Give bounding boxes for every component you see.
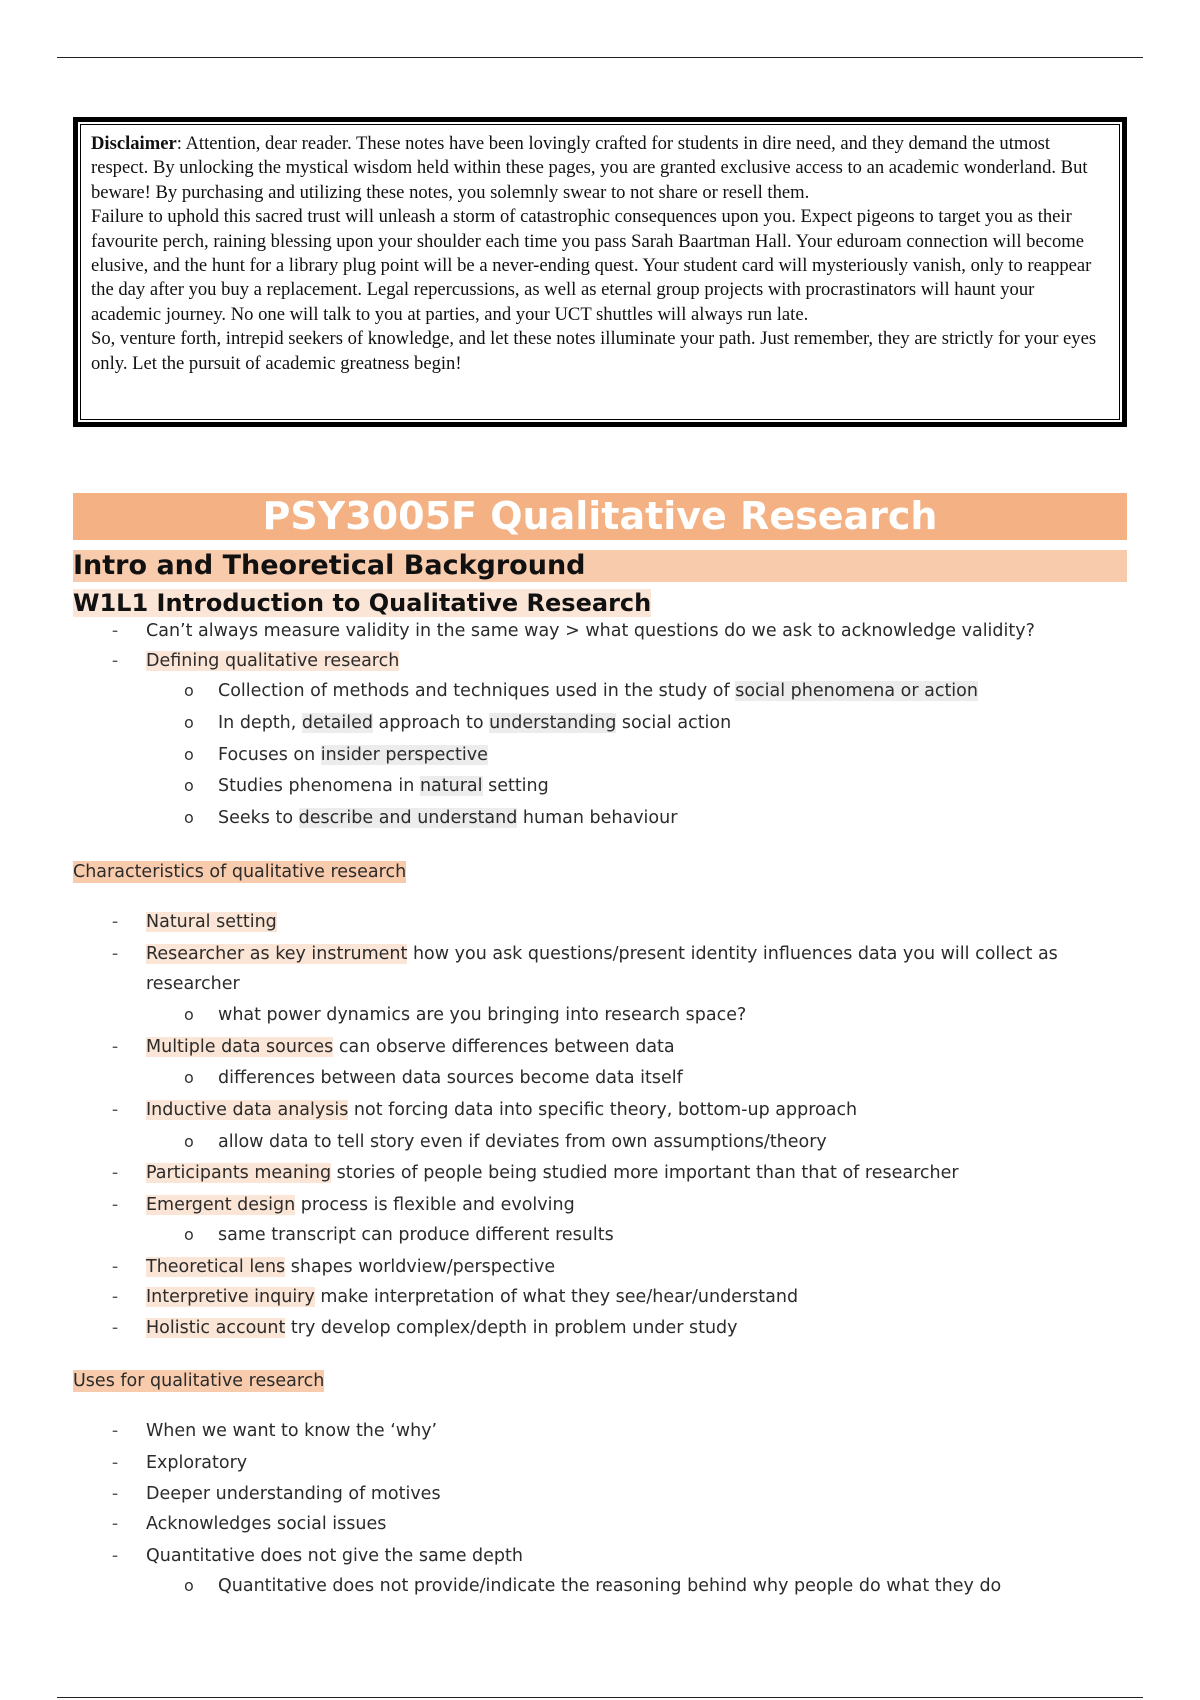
list-item-text: Exploratory <box>146 1453 248 1473</box>
list-item <box>111 910 277 934</box>
list-item <box>111 619 1035 643</box>
text: process is flexible and evolving <box>295 1195 575 1215</box>
list-item <box>111 1544 523 1568</box>
list-item <box>111 1161 959 1185</box>
bullet-dash: - <box>111 621 119 641</box>
list-item <box>111 649 400 673</box>
bullet-circle: o <box>184 713 194 732</box>
highlight: Holistic account <box>146 1318 286 1338</box>
bullet-dash: - <box>111 1514 119 1534</box>
bullet-dash: - <box>111 1037 119 1057</box>
sub-list-item <box>184 711 732 735</box>
bullet-circle: o <box>184 808 194 827</box>
text: human behaviour <box>517 808 678 828</box>
disclaimer-box <box>73 117 1127 427</box>
lecture-title <box>73 587 651 619</box>
text: social action <box>616 713 732 733</box>
text: Quantitative does not provide/indicate the reasoning behind why people do what they do <box>218 1576 1002 1596</box>
list-item <box>111 1512 387 1536</box>
text: same transcript can produce different results <box>218 1225 614 1245</box>
highlight: detailed <box>301 713 373 733</box>
list-item <box>111 1316 738 1340</box>
highlight: natural <box>419 776 483 796</box>
bullet-dash: - <box>111 1163 119 1183</box>
bullet-circle: o <box>184 1132 194 1151</box>
highlight: social phenomena or action <box>735 681 978 701</box>
text: try develop complex/depth in problem under study <box>285 1318 738 1338</box>
text: how you ask questions/present identity influences data you will collect as <box>407 944 1058 964</box>
bullet-dash: - <box>111 651 119 671</box>
text: differences between data sources become data itself <box>218 1068 683 1088</box>
bullet-dash: - <box>111 944 119 964</box>
header-rule <box>57 57 1143 58</box>
list-item <box>111 1193 575 1217</box>
text: Focuses on <box>218 745 321 765</box>
list-item-text: When we want to know the ‘why’ <box>146 1421 438 1441</box>
bullet-dash: - <box>111 1453 119 1473</box>
sub-list-item <box>184 1066 683 1090</box>
bullet-dash: - <box>111 1318 119 1338</box>
list-item <box>111 1419 438 1443</box>
sub-list-item <box>184 1574 1002 1598</box>
bullet-circle: o <box>184 776 194 795</box>
list-item-text: Can’t always measure validity in the same way > what questions do we ask to acknowledge validity? <box>146 621 1035 641</box>
disclaimer-label: Disclaimer <box>91 133 177 154</box>
bullet-dash: - <box>111 1287 119 1307</box>
text: setting <box>482 776 549 796</box>
text: stories of people being studied more important than that of researcher <box>331 1163 959 1183</box>
bullet-circle: o <box>184 1225 194 1244</box>
bullet-dash: - <box>111 912 119 932</box>
text: what power dynamics are you bringing into research space? <box>218 1005 747 1025</box>
highlight: Theoretical lens <box>146 1257 286 1277</box>
text: Seeks to <box>218 808 299 828</box>
sub-list-item <box>184 1003 747 1027</box>
footer-rule <box>57 1697 1143 1698</box>
bullet-circle: o <box>184 745 194 764</box>
disclaimer-paragraph-1 <box>91 132 1109 205</box>
text: Collection of methods and techniques used in the study of <box>218 681 736 701</box>
list-item <box>111 1098 858 1122</box>
list-item-text: Defining qualitative research <box>146 651 400 671</box>
text: shapes worldview/perspective <box>285 1257 556 1277</box>
highlight: understanding <box>489 713 617 733</box>
characteristics-heading <box>73 859 406 885</box>
sub-list-item <box>184 1130 827 1154</box>
list-item <box>111 942 1058 966</box>
highlight: Participants meaning <box>146 1163 332 1183</box>
disclaimer-para-1-text: : Attention, dear reader. These notes have been lovingly crafted for students in dire need, and they demand the utmost respect. By unlocking the mystical wisdom held within these pages, you are granted exclusive access to an academic wonderland. But beware! By purchasing and utilizing these notes, you solemnly swear to not share or resell them. <box>91 133 1088 203</box>
highlight: Inductive data analysis <box>146 1100 349 1120</box>
list-item <box>111 1255 556 1279</box>
text: not forcing data into specific theory, bottom-up approach <box>348 1100 858 1120</box>
list-item <box>111 1482 441 1506</box>
highlight: Interpretive inquiry <box>146 1287 315 1307</box>
list-item <box>111 1451 248 1475</box>
list-item-text: Deeper understanding of motives <box>146 1484 441 1504</box>
heading-text: Characteristics of qualitative research <box>73 862 407 882</box>
bullet-circle: o <box>184 681 194 700</box>
text: make interpretation of what they see/hear/understand <box>314 1287 799 1307</box>
text: approach to <box>372 713 490 733</box>
bullet-dash: - <box>111 1100 119 1120</box>
text: can observe differences between data <box>333 1037 675 1057</box>
section-title: Intro and Theoretical Background <box>73 550 1127 582</box>
bullet-circle: o <box>184 1068 194 1087</box>
text: In depth, <box>218 713 302 733</box>
highlight: Natural setting <box>146 912 277 932</box>
highlight: Researcher as key instrument <box>146 944 408 964</box>
uses-heading <box>73 1368 324 1394</box>
bullet-dash: - <box>111 1421 119 1441</box>
list-item-continuation: researcher <box>146 974 240 994</box>
list-item-text: Quantitative does not give the same depth <box>146 1546 523 1566</box>
sub-list-item <box>184 774 549 798</box>
bullet-dash: - <box>111 1546 119 1566</box>
disclaimer-text <box>80 124 1120 420</box>
document-title: PSY3005F Qualitative Research <box>73 493 1127 540</box>
bullet-dash: - <box>111 1484 119 1504</box>
sub-list-item <box>184 743 488 767</box>
highlight: Emergent design <box>146 1195 296 1215</box>
list-item <box>111 1285 799 1309</box>
highlight: Multiple data sources <box>146 1037 334 1057</box>
disclaimer-paragraph-3: So, venture forth, intrepid seekers of knowledge, and let these notes illuminate your path. Just remember, they are strictly for your eyes only. Let the pursuit of academic greatness begin! <box>91 328 1097 374</box>
bullet-circle: o <box>184 1576 194 1595</box>
sub-list-item <box>184 806 678 830</box>
list-item <box>111 1035 675 1059</box>
lecture-title-text: W1L1 Introduction to Qualitative Research <box>73 589 652 617</box>
bullet-dash: - <box>111 1257 119 1277</box>
bullet-circle: o <box>184 1005 194 1024</box>
bullet-dash: - <box>111 1195 119 1215</box>
sub-list-item <box>184 1223 614 1247</box>
disclaimer-paragraph-2: Failure to uphold this sacred trust will unleash a storm of catastrophic consequences upon you. Expect pigeons to target you as their favourite perch, raining blessing upon your shoulder each time you pass Sarah Baartman Hall. Your eduroam connection will become elusive, and the hunt for a library plug point will be a never-ending quest. Your student card will mysteriously vanish, only to reappear the day after you buy a replacement. Legal repercussions, as well as eternal group projects with procrastinators will haunt your academic journey. No one will talk to you at parties, and your UCT shuttles will always run late. <box>91 206 1092 325</box>
heading-text: Uses for qualitative research <box>73 1371 325 1391</box>
highlight: insider perspective <box>320 745 488 765</box>
highlight: describe and understand <box>298 808 518 828</box>
list-item-text: Acknowledges social issues <box>146 1514 387 1534</box>
text: allow data to tell story even if deviates from own assumptions/theory <box>218 1132 827 1152</box>
sub-list-item <box>184 679 978 703</box>
text: Studies phenomena in <box>218 776 420 796</box>
